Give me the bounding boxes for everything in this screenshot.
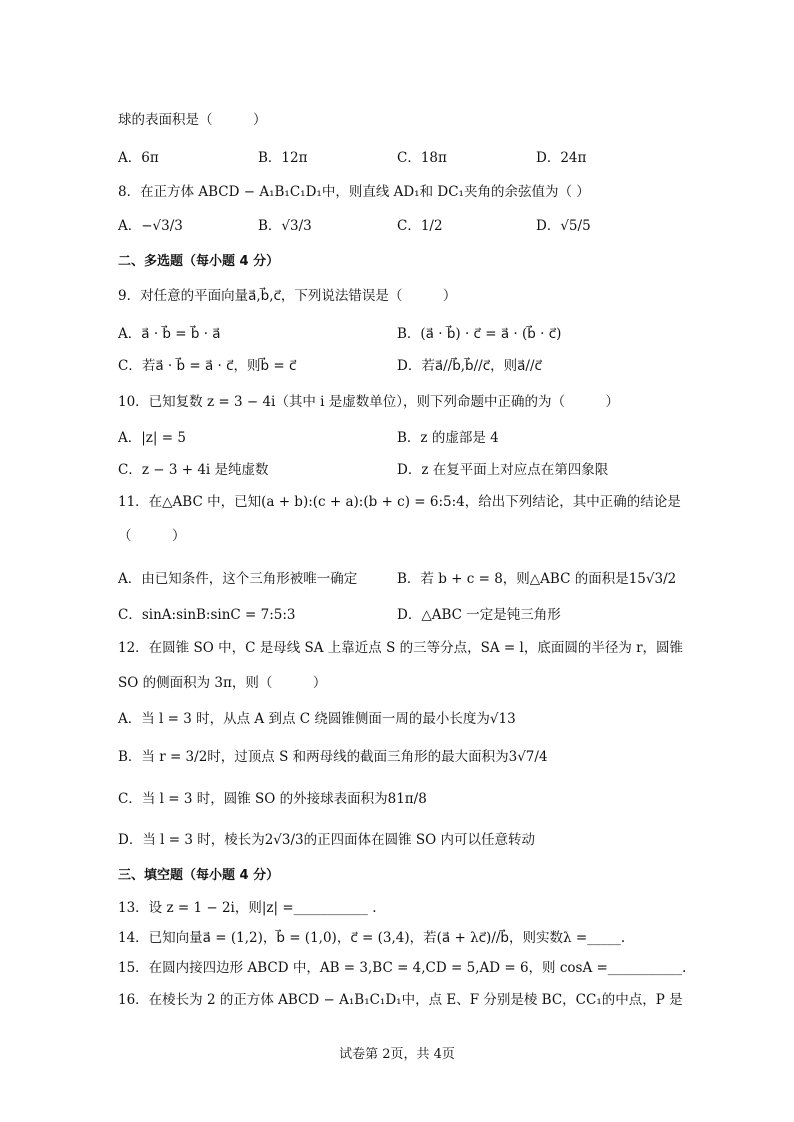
q10-option-c: C．z − 3 + 4i 是纯虚数 [118, 462, 269, 478]
q7-option-b: B．12π [258, 150, 308, 166]
q11-option-d: D．△ABC 一定是钝三角形 [397, 607, 561, 623]
q16-stem: 16．在棱长为 2 的正方体 ABCD − A₁B₁C₁D₁中，点 E、F 分别是棱 BC，CC₁的中点，P 是 [118, 992, 683, 1008]
q8-option-d: D．√5/5 [536, 218, 591, 234]
q10-stem: 10．已知复数 z = 3 − 4i（其中 i 是虚数单位），则下列命题中正确的为（ ） [118, 394, 620, 410]
q7-tail: 球的表面积是（ ） [118, 112, 267, 128]
q9-stem: 9．对任意的平面向量a⃗,b⃗,c⃗，下列说法错误是（ ） [118, 288, 457, 304]
q15-stem: 15．在圆内接四边形 ABCD 中，AB = 3,BC = 4,CD = 5,AD = 6，则 cosA =___________. [118, 960, 687, 976]
q11-option-a: A．由已知条件，这个三角形被唯一确定 [118, 571, 358, 587]
q12-option-b: B．当 r = 3/2时，过顶点 S 和两母线的截面三角形的最大面积为3√7/4 [118, 749, 548, 765]
q8-option-a: A．−√3/3 [118, 218, 183, 234]
q11-option-c: C．sinA:sinB:sinC = 7:5:3 [118, 607, 296, 623]
q12-option-a: A．当 l = 3 时，从点 A 到点 C 绕圆锥侧面一周的最小长度为√13 [118, 711, 516, 727]
q12-stem-cont: SO 的侧面积为 3π，则（ ） [118, 675, 327, 691]
q7-option-a: A．6π [118, 150, 159, 166]
q9-option-a: A．a⃗ · b⃗ = b⃗ · a⃗ [118, 326, 221, 342]
q7-option-d: D．24π [536, 150, 587, 166]
q7-option-c: C．18π [397, 150, 447, 166]
q11-option-b: B．若 b + c = 8，则△ABC 的面积是15√3/2 [397, 571, 677, 587]
q10-option-a: A．|z| = 5 [118, 430, 186, 446]
q12-option-d: D．当 l = 3 时，棱长为2√3/3的正四面体在圆锥 SO 内可以任意转动 [118, 832, 536, 848]
section-fill-in-title: 三、填空题（每小题 4 分） [118, 868, 280, 883]
q11-stem: 11．在△ABC 中，已知(a + b):(c + a):(b + c) = 6:5:4，给出下列结论，其中正确的结论是 [118, 494, 681, 510]
q8-option-b: B．√3/3 [258, 218, 312, 234]
page-footer: 试卷第 2页，共 4页 [339, 1047, 455, 1062]
q10-option-d: D．z 在复平面上对应点在第四象限 [397, 462, 609, 478]
q12-stem: 12．在圆锥 SO 中，C 是母线 SA 上靠近点 S 的三等分点，SA = l，底面圆的半径为 r，圆锥 [118, 640, 684, 656]
q10-option-b: B．z 的虚部是 4 [397, 430, 499, 446]
q9-option-b: B．(a⃗ · b⃗) · c⃗ = a⃗ · (b⃗ · c⃗) [397, 326, 562, 342]
q8-stem: 8．在正方体 ABCD − A₁B₁C₁D₁中，则直线 AD₁和 DC₁夹角的余弦值为（ ） [118, 184, 590, 200]
q8-option-c: C．1/2 [397, 218, 443, 234]
q9-option-d: D．若a⃗//b⃗,b⃗//c⃗，则a⃗//c⃗ [397, 358, 542, 374]
q13-stem: 13．设 z = 1 − 2i，则|z| =___________ . [118, 900, 377, 916]
q14-stem: 14．已知向量a⃗ = (1,2)，b⃗ = (1,0)，c⃗ = (3,4)，若(a⃗ + λc⃗)//b⃗，则实数λ =_____. [118, 930, 626, 946]
q11-stem-blank: （ ） [118, 528, 186, 544]
section-multiple-choice-title: 二、多选题（每小题 4 分） [118, 254, 280, 269]
q12-option-c: C．当 l = 3 时，圆锥 SO 的外接球表面积为81π/8 [118, 791, 427, 807]
q9-option-c: C．若a⃗ · b⃗ = a⃗ · c⃗，则b⃗ = c⃗ [118, 358, 297, 374]
